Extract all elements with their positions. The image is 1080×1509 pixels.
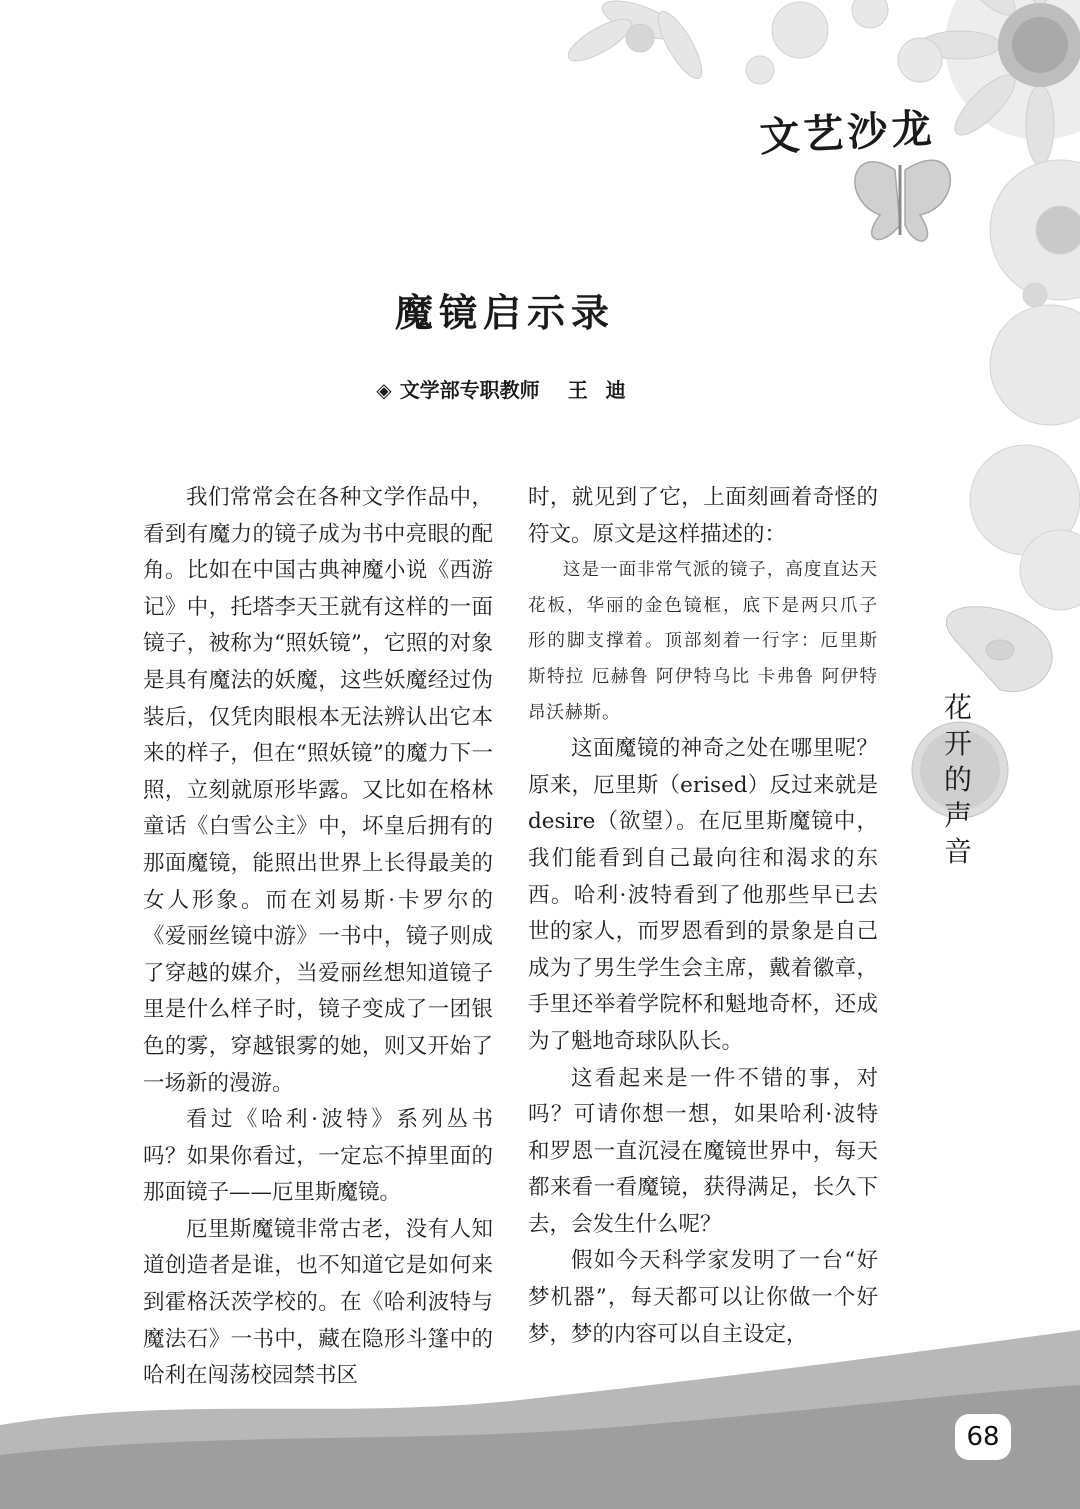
flower-icon	[563, 0, 710, 84]
byline	[0, 374, 1020, 403]
section-header: 文艺沙龙	[758, 105, 937, 161]
side-column-label: 花开的声音	[943, 691, 972, 868]
paragraph: 这看起来是一件不错的事，对吗？可请你想一想，如果哈利·波特和罗恩一直沉浸在魔镜世界中，每天都来看一看魔镜，获得满足，长久下去，会发生什么呢？	[528, 1065, 878, 1237]
side-butterfly-icon	[946, 607, 1052, 692]
small-flower-icon	[746, 0, 942, 84]
butterfly-icon	[855, 160, 950, 241]
author-name: 王迪	[567, 378, 644, 402]
paragraph: 厄里斯魔镜非常古老，没有人知道创造者是谁，也不知道它是如何来到霍格沃茨学校的。在《哈利波特与魔法石》一书中，藏在隐形斗篷中的哈利在闯荡校园禁书区	[143, 1216, 493, 1389]
page-number: 68	[955, 1414, 1011, 1460]
author-role: 文学部专职教师	[399, 378, 540, 402]
diamond-bullet-icon: ◈	[376, 378, 392, 402]
paragraph: 我们常常会在各种文学作品中，看到有魔力的镜子成为书中亮眼的配角。比如在中国古典神魔小说《西游记》中，托塔李天王就有这样的一面镜子，被称为“照妖镜”，它照的对象是具有魔法的妖魔，这些妖魔经过伪装后，仅凭肉眼根本无法辨认出它本来的样子，但在“照妖镜”的魔力下一照，立刻就原形毕露。又比如在格林童话《白雪公主》中，坏皇后拥有的那面魔镜，能照出世界上长得最美的女人形象。而在刘易斯·卡罗尔的《爱丽丝镜中游》一书中，镜子则成了穿越的媒介，当爱丽丝想知道镜子里是什么样子时，镜子变成了一团银色的雾，穿越银雾的她，则又开始了一场新的漫游。	[143, 485, 493, 1096]
paragraph-continuation: 时，就见到了它，上面刻画着奇怪的符文。原文是这样描述的：	[528, 485, 878, 547]
sunflower-icon	[920, 0, 1080, 165]
article-title: 魔镜启示录	[394, 291, 615, 335]
left-column	[143, 480, 493, 1395]
paragraph: 假如今天科学家发明了一台“好梦机器”，每天都可以让你做一个好梦，梦的内容可以自主设定，	[528, 1248, 878, 1347]
right-column	[528, 480, 878, 1353]
paragraph: 看过《哈利·波特》系列丛书吗？如果你看过，一定忘不掉里面的那面镜子——厄里斯魔镜。	[143, 1107, 493, 1206]
block-quote: 这是一面非常气派的镜子，高度直达天花板，华丽的金色镜框，底下是两只爪子形的脚支撑着。顶部刻着一行字：厄里斯 斯特拉 厄赫鲁 阿伊特乌比 卡弗鲁 阿伊特昂沃赫斯。	[528, 560, 878, 723]
paragraph: 这面魔镜的神奇之处在哪里呢？原来，厄里斯（erised）反过来就是desire（欲望）。在厄里斯魔镜中，我们能看到自己最向往和渴求的东西。哈利·波特看到了他那些早已去世的家人，而罗恩看到的景象是自己成为了男生学生会主席，戴着徽章，手里还举着学院杯和魁地奇杯，还成为了魁地奇球队队长。	[528, 736, 878, 1054]
